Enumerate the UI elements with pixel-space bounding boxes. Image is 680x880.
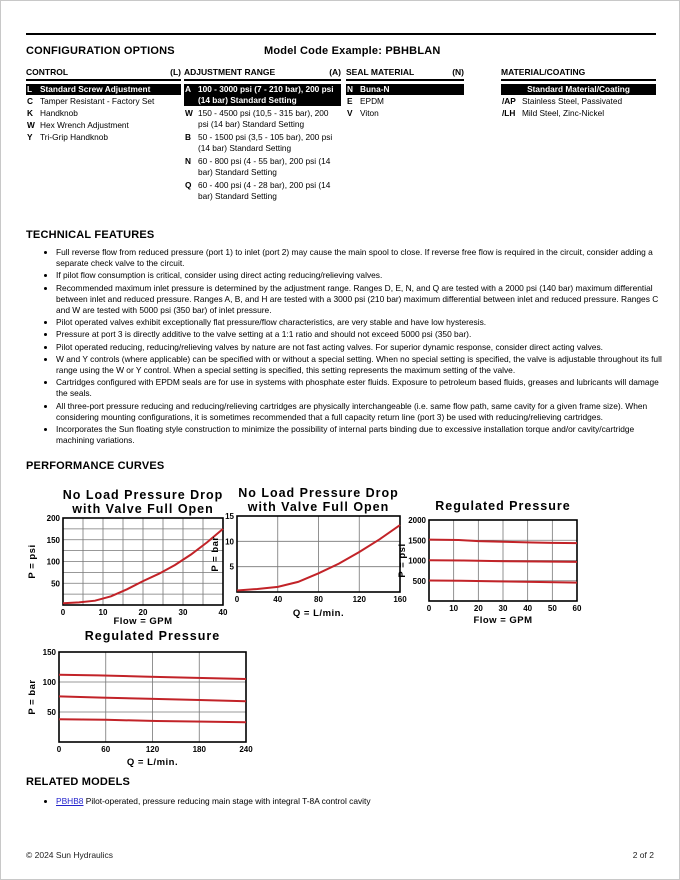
- material-coating-column: [501, 67, 656, 120]
- option-code: L: [27, 84, 33, 94]
- feature-bullet: • Cartridges configured with EPDM seals are for use in systems with phosphate ester fluids. Exposure to petroleum based fluids, greases and lubricants will damage the seals.: [56, 377, 668, 399]
- svg-text:150: 150: [46, 535, 60, 545]
- control-header-label: CONTROL: [26, 67, 69, 77]
- feature-bullet: • W and Y controls (where applicable) can be specified with or without a special setting. When no special setting is specified, the valve is adjustable throughout its full range using the W or Y control. When a special setting is specified, this setting represents the maximum setting of the valve.: [56, 354, 668, 376]
- option-row: [501, 96, 656, 107]
- model-code-example: Model Code Example: PBHBLAN: [264, 45, 441, 57]
- svg-text:P = psi: P = psi: [397, 543, 408, 578]
- option-row: [346, 84, 464, 95]
- control-header: [26, 67, 181, 81]
- svg-text:240: 240: [239, 745, 253, 754]
- adjustment-range-rows: [184, 84, 341, 202]
- option-row: [26, 120, 181, 131]
- option-code: K: [27, 108, 33, 118]
- option-label: Handknob: [40, 108, 78, 118]
- performance-curves-heading: PERFORMANCE CURVES: [26, 460, 165, 472]
- adjustment-range-header-label: ADJUSTMENT RANGE: [184, 67, 276, 77]
- top-rule: [26, 33, 656, 35]
- seal-material-column: [346, 67, 464, 120]
- feature-bullet: • Pilot operated reducing, reducing/relieving valves by nature are not fast acting valves. For superior dynamic response, consider direct acting valves.: [56, 342, 668, 353]
- option-label: Tri-Grip Handknob: [40, 132, 108, 142]
- chart-no-load-pressure-drop-lmin: [211, 485, 411, 624]
- option-label: Tamper Resistant - Factory Set: [40, 96, 155, 106]
- material-coating-header-label: MATERIAL/COATING: [501, 67, 586, 77]
- svg-text:Q = L/min.: Q = L/min.: [292, 608, 345, 619]
- option-label: Buna-N: [360, 84, 390, 94]
- option-label: Stainless Steel, Passivated: [522, 96, 623, 106]
- option-code: /AP: [502, 96, 516, 106]
- option-label: 60 - 400 psi (4 - 28 bar), 200 psi (14 bar) Standard Setting: [198, 180, 331, 201]
- option-row: [501, 108, 656, 119]
- svg-text:100: 100: [46, 557, 60, 567]
- option-label: 60 - 800 psi (4 - 55 bar), 200 psi (14 bar) Standard Setting: [198, 156, 331, 177]
- svg-text:with Valve Full Open: with Valve Full Open: [247, 500, 390, 514]
- feature-bullet: • Pressure at port 3 is directly additive to the valve setting at a 1:1 ratio and should not exceed 5000 psi (350 bar).: [56, 329, 668, 340]
- material-coating-header: [501, 67, 656, 81]
- svg-text:0: 0: [60, 608, 66, 617]
- feature-bullet: • If pilot flow consumption is critical, consider using direct acting reducing/relieving valves.: [56, 270, 668, 281]
- option-code: Y: [27, 132, 33, 142]
- seal-material-header: [346, 67, 464, 81]
- feature-bullet: • Full reverse flow from reduced pressure (port 1) to inlet (port 2) may cause the main spool to close. If reverse free flow is required in the circuit, consider adding a separate check valve to the circuit.: [56, 247, 668, 269]
- option-row: [26, 108, 181, 119]
- svg-text:2000: 2000: [408, 516, 426, 525]
- feature-bullet: • Pilot operated valves exhibit exceptionally flat pressure/flow characteristics, are very stable and have low hysteresis.: [56, 317, 668, 328]
- svg-text:30: 30: [498, 604, 508, 613]
- svg-text:200: 200: [46, 514, 60, 523]
- svg-text:40: 40: [273, 595, 283, 604]
- svg-text:120: 120: [352, 595, 366, 604]
- svg-text:40: 40: [218, 608, 228, 617]
- feature-bullet: • Incorporates the Sun floating style construction to minimize the possibility of internal parts binding due to excessive installation torque and/or cavity/cartridge machining variations.: [56, 424, 668, 446]
- svg-text:P = psi: P = psi: [27, 544, 38, 579]
- option-row: [184, 84, 341, 106]
- adjustment-range-column: [184, 67, 341, 204]
- option-row: [184, 156, 341, 178]
- option-row: [26, 84, 181, 95]
- option-row: [346, 96, 464, 107]
- adjustment-range-header-letter: (A): [329, 67, 341, 77]
- svg-text:40: 40: [523, 604, 533, 613]
- svg-text:Regulated Pressure: Regulated Pressure: [435, 499, 571, 513]
- svg-text:No Load Pressure Drop: No Load Pressure Drop: [62, 488, 224, 502]
- material-coating-rows: [501, 84, 656, 119]
- svg-text:30: 30: [178, 608, 188, 617]
- svg-text:Q = L/min.: Q = L/min.: [126, 757, 179, 768]
- option-code: A: [185, 84, 191, 94]
- option-code: W: [27, 120, 35, 130]
- control-header-letter: (L): [170, 67, 181, 77]
- option-label: Hex Wrench Adjustment: [40, 120, 129, 130]
- option-row: [184, 108, 341, 130]
- svg-text:180: 180: [192, 745, 206, 754]
- option-code: /LH: [502, 108, 516, 118]
- option-row: [184, 132, 341, 154]
- technical-features-heading: TECHNICAL FEATURES: [26, 229, 155, 241]
- svg-text:No Load Pressure Drop: No Load Pressure Drop: [238, 486, 399, 500]
- related-model-item: [56, 796, 656, 808]
- svg-text:50: 50: [547, 604, 557, 613]
- svg-text:1000: 1000: [408, 556, 426, 566]
- option-label: Standard Screw Adjustment: [40, 84, 151, 94]
- svg-text:Regulated Pressure: Regulated Pressure: [84, 629, 221, 643]
- svg-text:160: 160: [393, 595, 407, 604]
- related-models-heading: RELATED MODELS: [26, 776, 131, 788]
- chart-no-load-pressure-drop-gpm: [25, 487, 231, 632]
- related-model-link[interactable]: PBHB8: [56, 796, 84, 806]
- option-code: W: [185, 108, 193, 118]
- option-code: N: [185, 156, 191, 166]
- option-label: 50 - 1500 psi (3,5 - 105 bar), 200 psi (14 bar) Standard Setting: [198, 132, 333, 153]
- page-number: 2 of 2: [632, 850, 654, 860]
- svg-text:P = bar: P = bar: [211, 536, 221, 572]
- svg-text:1500: 1500: [408, 536, 426, 546]
- config-options-heading: CONFIGURATION OPTIONS: [26, 45, 175, 57]
- option-row: [501, 84, 656, 95]
- chart-regulated-pressure-bar: [25, 628, 261, 773]
- option-code: C: [27, 96, 33, 106]
- svg-text:150: 150: [42, 648, 56, 657]
- option-row: [346, 108, 464, 119]
- option-label: 150 - 4500 psi (10,5 - 315 bar), 200 psi (14 bar) Standard Setting: [198, 108, 329, 129]
- control-column: [26, 67, 181, 144]
- option-code: V: [347, 108, 353, 118]
- option-row: [26, 96, 181, 107]
- svg-text:5: 5: [229, 562, 234, 572]
- technical-features-section: [26, 229, 662, 447]
- seal-material-header-label: SEAL MATERIAL: [346, 67, 415, 77]
- svg-text:10: 10: [225, 537, 234, 547]
- seal-material-rows: [346, 84, 464, 119]
- svg-text:100: 100: [42, 678, 56, 687]
- seal-material-header-letter: (N): [452, 67, 464, 77]
- copyright-text: © 2024 Sun Hydraulics: [26, 850, 114, 860]
- option-code: E: [347, 96, 353, 106]
- svg-text:60: 60: [572, 604, 582, 613]
- svg-text:120: 120: [145, 745, 160, 754]
- svg-text:15: 15: [225, 512, 234, 521]
- svg-text:with Valve Full Open: with Valve Full Open: [72, 502, 214, 516]
- svg-text:20: 20: [138, 608, 148, 617]
- related-models-section: [26, 776, 656, 808]
- svg-text:50: 50: [47, 708, 56, 717]
- svg-text:0: 0: [426, 604, 432, 613]
- svg-text:10: 10: [449, 604, 459, 613]
- option-label: EPDM: [360, 96, 384, 106]
- control-rows: [26, 84, 181, 143]
- feature-bullet: • All three-port pressure reducing and reducing/relieving cartridges are physically interchangeable (i.e. same flow path, same cavity for a given frame size). When considering mounting configurations, it is sometimes recommended that a full capacity return line (port 3) be used with reducing/relieving cartridges.: [56, 401, 668, 423]
- feature-bullet: • Recommended maximum inlet pressure is determined by the adjustment range. Ranges D, E, N, and Q are tested with a 2000 psi (140 bar) maximum differential between inlet and reduced pressure. Ranges A, B, and H are tested with a 3000 psi (210 bar) maximum differential between inlet and reduced pressure. Ranges C and W are tested with 5000 psi (350 bar) of inlet pressure.: [56, 283, 668, 317]
- chart-regulated-pressure-psi: [397, 498, 597, 631]
- svg-text:Flow = GPM: Flow = GPM: [113, 616, 173, 627]
- svg-text:20: 20: [473, 604, 483, 613]
- option-row: [26, 132, 181, 143]
- svg-text:0: 0: [56, 745, 62, 754]
- svg-text:500: 500: [412, 576, 426, 586]
- adjustment-range-header: [184, 67, 341, 81]
- option-label: 100 - 3000 psi (7 - 210 bar), 200 psi (14 bar) Standard Setting: [198, 84, 334, 105]
- svg-text:P = bar: P = bar: [27, 679, 38, 715]
- svg-text:Flow = GPM: Flow = GPM: [473, 615, 533, 626]
- option-label: Viton: [360, 108, 379, 118]
- option-label: Standard Material/Coating: [527, 84, 630, 94]
- option-code: Q: [185, 180, 192, 190]
- option-code: B: [185, 132, 191, 142]
- svg-text:10: 10: [98, 608, 108, 617]
- related-models-list: [26, 796, 656, 808]
- related-model-desc: Pilot-operated, pressure reducing main stage with integral T-8A control cavity: [83, 796, 371, 806]
- option-label: Mild Steel, Zinc-Nickel: [522, 108, 605, 118]
- svg-text:50: 50: [51, 579, 60, 589]
- technical-features-list: [26, 247, 668, 446]
- svg-text:0: 0: [234, 595, 240, 604]
- option-row: [184, 180, 341, 202]
- svg-text:80: 80: [314, 595, 323, 604]
- svg-text:60: 60: [101, 745, 111, 754]
- option-code: N: [347, 84, 353, 94]
